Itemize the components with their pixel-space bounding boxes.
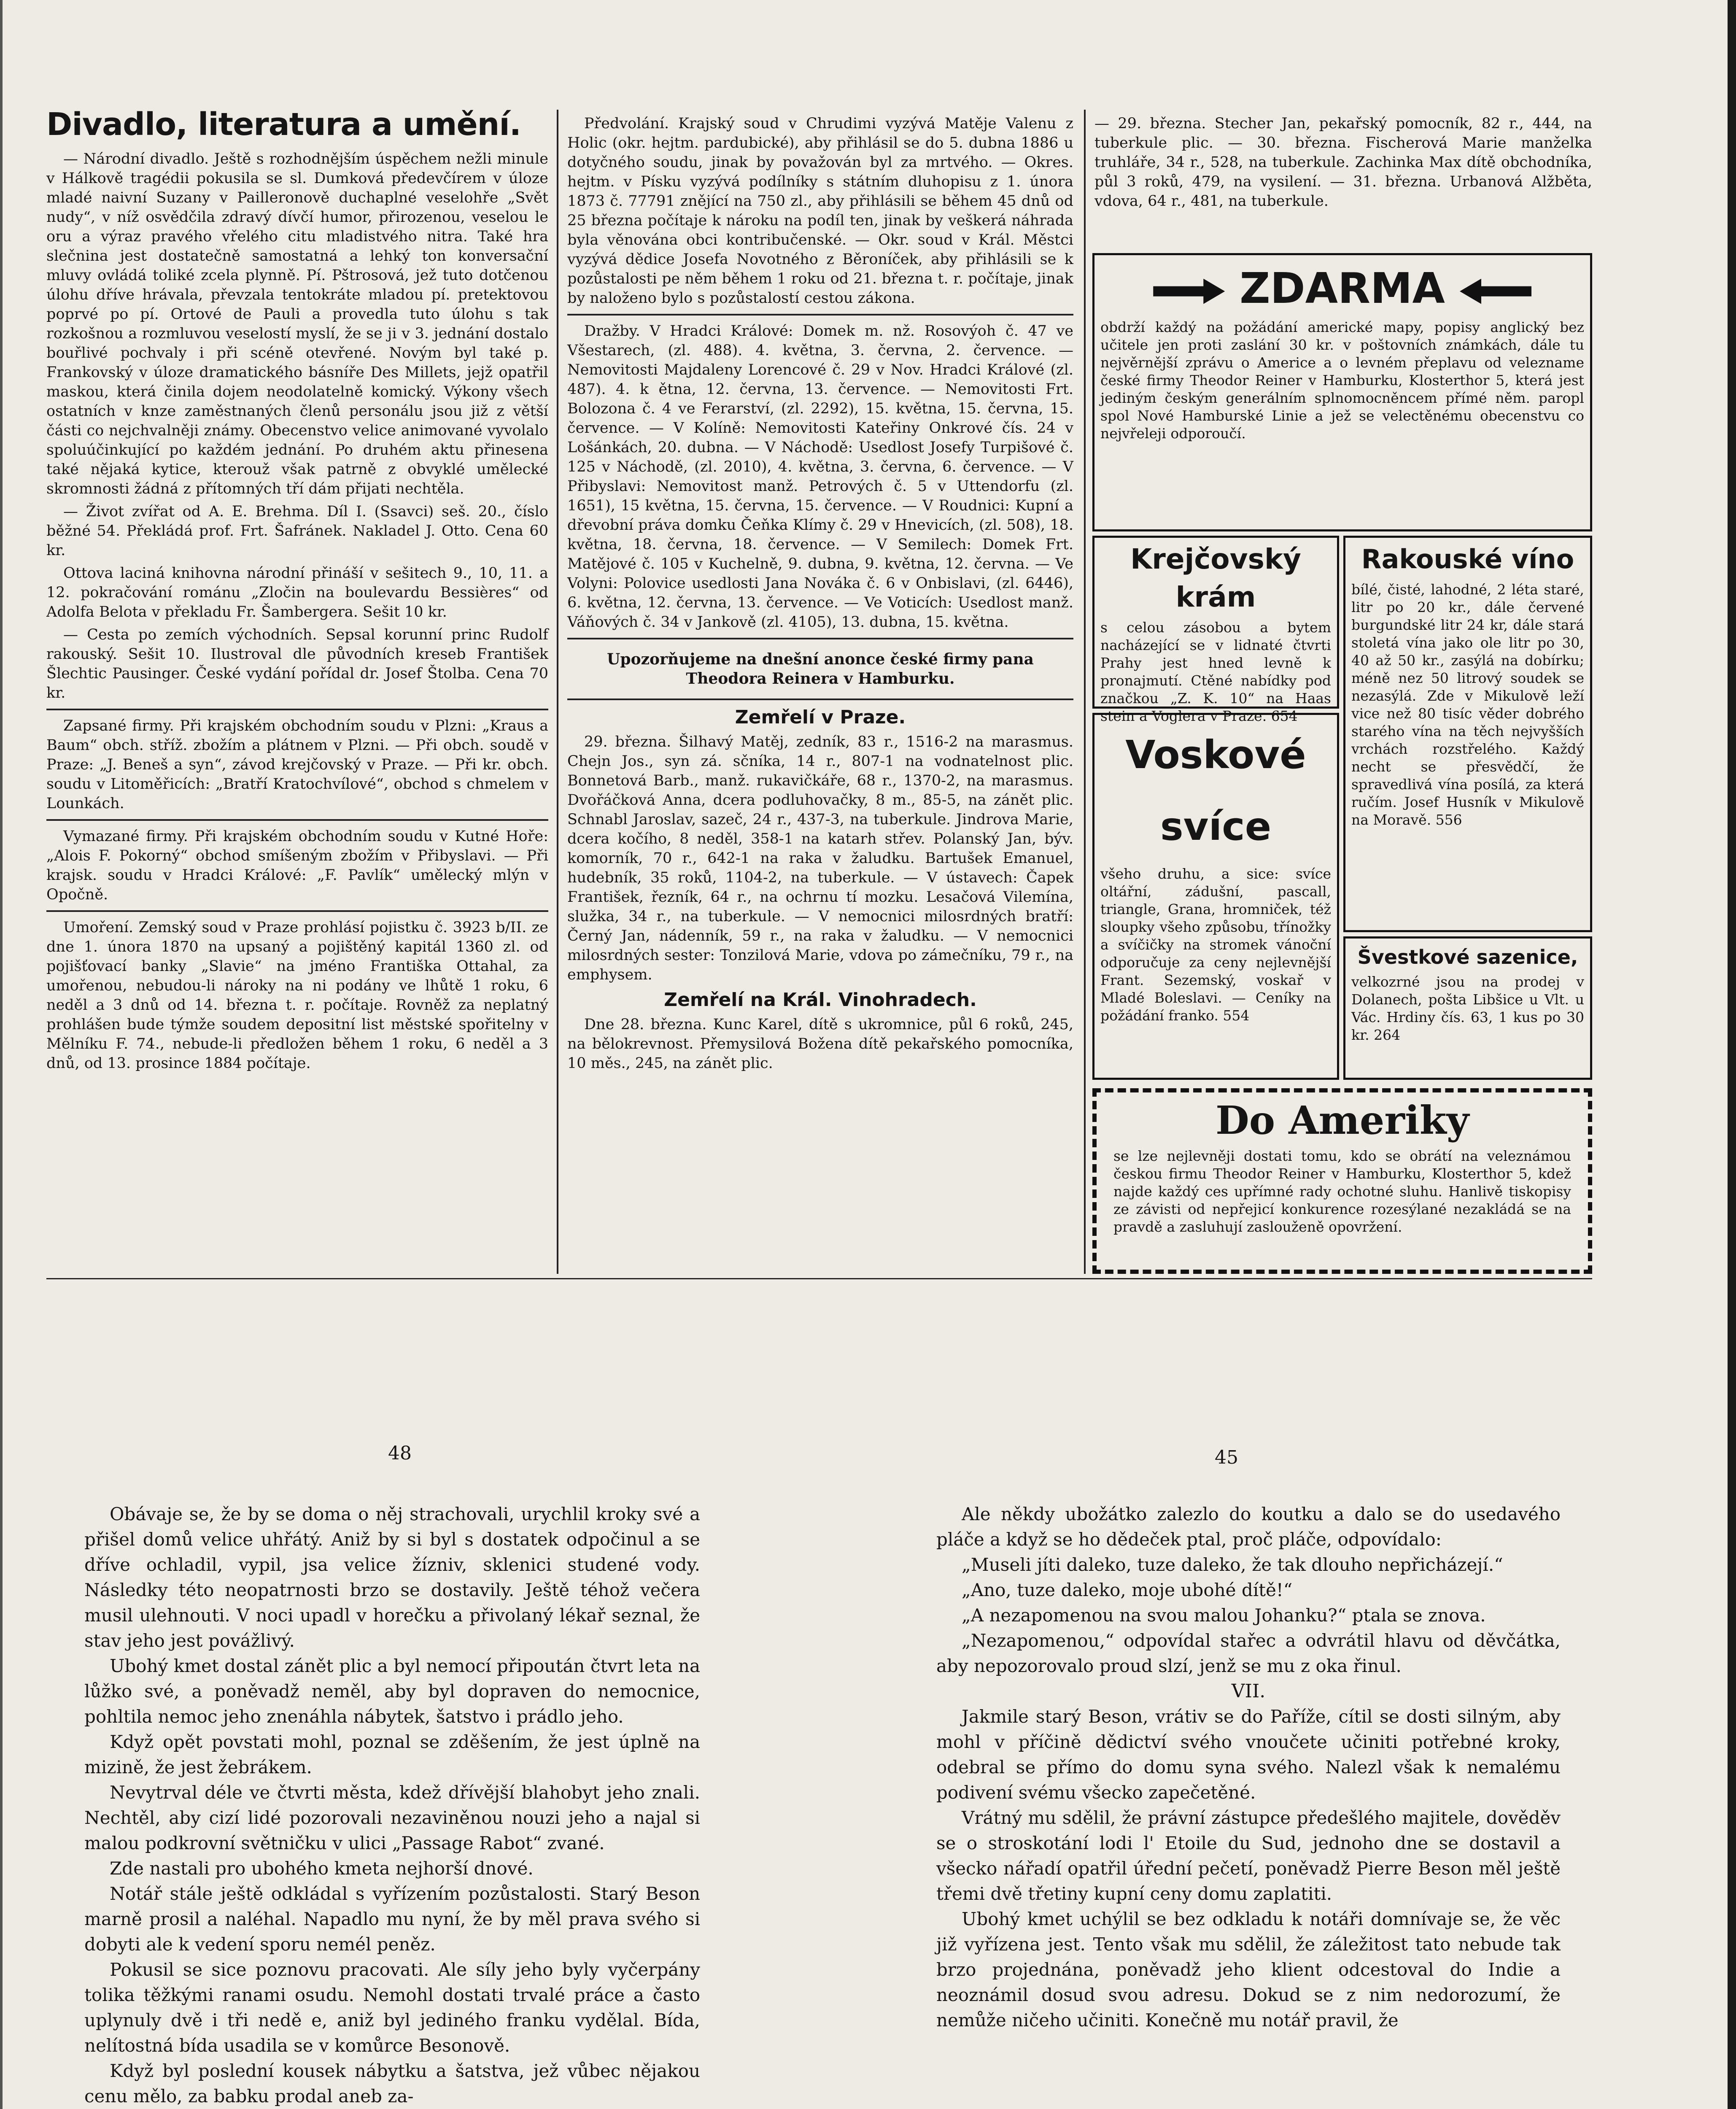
story-paragraph: „Museli jíti daleko, tuze daleko, že tak dlouho nepřicházejí.“	[962, 1554, 1503, 1575]
ad-america-title: Do Ameriky	[1215, 1098, 1469, 1143]
story-paragraph: Když opět povstati mohl, poznal se zděšením, že jest úplně na mizině, že jest žebrákem.	[84, 1731, 700, 1777]
story-paragraph: „Ano, tuze daleko, moje ubohé dítě!“	[962, 1580, 1293, 1600]
article-deleted-firms: Vymazané firmy. Při krajském obchodním soudu v Kutné Hoře: „Alois F. Pokorný“ obchod smíšeným zbožím v Přibyslavi. — Při krajsk. soudu v Hradci Králové: „F. Pavlík“ umělecký mlýn v Opočně.	[46, 828, 548, 903]
article-national-theatre: — Národní divadlo. Ještě s rozhodnějším úspěchem nežli minule v Hálkově tragédii pokusila se sl. Dumková předevčírem v úloze mladé naivní Suzany v Pailleronově duchaplné veselohře „Svět nudy“, v níž osvědčila zdravý dívčí humor, přirozenou, veselou le oru a výraz pravého vřelého citu mladistvého nitra. Také hra slečnina jest dostatečně samostatná a lehký ton konversační mluvy ovládá toliké zcela plynně. Pí. Pštrosová, jež tuto dotčenou úlohu dříve hrávala, převzala tentokráte mladou pí. pretektovou poprvé po pí. Ortové de Pauli a provedla tuto úlohu s tak rozkošnou a rozmluvou veselostí myslí, že se ji v 3. jednání dostalo bouřlivé pochvaly i při scéně otevřené. Novým byl také p. Frankovský v úloze dramatického básníře Des Millets, jejž opatřil maskou, která činila dojem neodolatelně komický. Výkony všech ostatních v knze zaměstnaných členů personálu jsou již z větší části co nejchvalněji známy. Obecenstvo velice animované vyvolalo spoluúčinkující po každém jednání. Po druhém aktu přinesena také nějaká kytice, kterouž však patrně z obvyklé umělecké skromnosti žádná z přítomných tří dám přijati nechtěla.	[46, 151, 548, 497]
story-paragraph: Obávaje se, že by se doma o něj strachovali, urychlil kroky své a přišel domů velice uhřátý. Aniž by si byl s dostatek odpočinul a se dříve ochladil, vypil, jsa velice žízniv, sklenici studené vody. Následky této neopatrnosti brzo se dostavily. Ještě téhož večera musil ulehnouti. V noci upadl v horečku a přivolaný lékař seznal, že stav jeho jest povážlivý.	[84, 1504, 700, 1651]
page-number-left: 48	[388, 1443, 412, 1464]
ad-candles-title: Voskové svíce	[1125, 732, 1306, 849]
pointing-hand-icon	[1460, 279, 1531, 304]
ad-tailor-shop	[1092, 536, 1339, 724]
ad-plum-saplings	[1343, 936, 1592, 1080]
story-paragraph: „Nezapomenou,“ odpovídal stařec a odvrátil hlavu od děvčátka, aby nepozorovalo proud slzí, jenž se mu z oka řinul.	[936, 1630, 1561, 1676]
article-amortization: Umoření. Zemský soud v Praze prohlásí pojistku č. 3923 b/II. ze dne 1. února 1870 na upsaný a pojištěný kapitál 1360 zl. od pojišťovací banky „Slavie“ na jméno Františka Ottahal, za umořenou, nebudou-li nároky na ni podány ve lhůtě 1 roku, 6 neděl a 3 dnů od 14. března t. r. počítaje. Rovněž za neplatný prohlášen bude týmže soudem depositní list městské spořitelny v Mělníku F. 74., nebude-li předložen během 1 roku, 6 neděl a 3 dnů, od 13. prosince 1884 počítaje.	[46, 919, 548, 1072]
pointing-hand-icon	[1153, 279, 1225, 304]
article-registered-firms: Zapsané firmy. Při krajském obchodním soudu v Plzni: „Kraus a Baum“ obch. stříž. zbožím a plátnem v Plzni. — Při obch. soudě v Praze: „J. Beneš a syn“, závod krejčovský v Praze. — Při kr. obch. soudu v Litoměřicích: „Bratří Kratochvílové“, obchod s chmelem v Lounkách.	[46, 717, 548, 812]
newspaper-bottom-rule	[46, 1278, 1592, 1279]
article-deaths-vinohrady: Dne 28. března. Kunc Karel, dítě s ukromnice, půl 6 roků, 245, na bělokrevnost. Přemysilová Božena dítě pekařského pomocníka, 10 měs., 245, na zánět plic.	[567, 1016, 1073, 1072]
story-left-column	[84, 1502, 700, 2109]
ad-zdarma-text: obdrží každý na požádání americké mapy, popisy anglický bez učitele jen proti zaslání 30 kr. v poštovních známkách, dále tu nejvěrnější zprávu o Americe a o levném přeplavu od velezname české firmy Theodor Reiner v Hamburku, Klosterthor 5, která jest jediným českým generálním splnomocněncem přímé něm. paropl spol Nové Hamburské Linie a jež se velectěnému obecenstvu co nejvřeleji odporoučí.	[1100, 319, 1584, 442]
ad-wine-title: Rakouské víno	[1361, 544, 1574, 574]
story-paragraph: Nevytrval déle ve čtvrti města, kdež dřívější blahobyt jeho znali. Nechtěl, aby cizí lidé pozorovali nezaviněnou nouzi jeho a najal si malou podkrovní světničku v ulici „Passage Rabot“ zvané.	[84, 1782, 700, 1853]
story-paragraph: Když byl poslední kousek nábytku a šatstva, jež vůbec nějakou cenu mělo, za babku prodal aneb za-	[84, 2060, 700, 2106]
column-ads	[1094, 114, 1592, 245]
heading-deaths-vinohrady: Zemřelí na Král. Vinohradech.	[664, 989, 977, 1011]
divider	[46, 910, 548, 912]
article-brehm: — Život zvířat od A. E. Brehma. Díl I. (Ssavci) seš. 20., číslo běžné 54. Překládá prof. Frt. Šafránek. Nakladel J. Otto. Cena 60 kr.	[46, 503, 548, 559]
article-otto-library: Ottova laciná knihovna národní přináší v sešitech 9., 10, 11. a 12. pokračování románu „Zločin na boulevardu Bessières“ od Adolfa Belota v překladu Fr. Šambergera. Sešit 10 kr.	[46, 565, 548, 620]
story-paragraph: Ubohý kmet uchýlil se bez odkladu k notáři domnívaje se, že věc již vyřízena jest. Tento však mu sdělil, že záležitost tato nebude tak brzo projednána, poněvadž jeho klient odcestoval do Indie a neoznámil dosud svou adresu. Dokud se z nim nedorozumí, že nemůže ničeho učiniti. Konečně mu notář pravil, že	[936, 1909, 1561, 2031]
column-rule	[557, 110, 558, 1274]
story-paragraph: Pokusil se sice poznovu pracovati. Ale síly jeho byly vyčerpány tolika těžkými ranami osudu. Nemohl dostati trvalé práce a často uplynuly dvě i tři nedě e, aniž byl jediného franku vydělal. Bída, nelítostná bída usadila se v komůrce Besonově.	[84, 1959, 700, 2056]
article-deaths-prague: 29. března. Šilhavý Matěj, zedník, 83 r., 1516-2 na marasmus. Chejn Jos., syn zá. sčníka, 14 r., 807-1 na vodnatelnost plic. Bonnetová Barb., manž. rukavičkáře, 68 r., 1370-2, na marasmus. Dvořáčková Anna, dcera podluhovačky, 8 m., 85-5, na zánět plic. Schnabl Jaroslav, sazeč, 24 r., 437-3, na tuberkule. Jindrova Marie, dcera kočího, 8 neděl, 358-1 na katarh střev. Polanský Jan, býv. komorník, 70 r., 642-1 na raka v žaludku. Bartušek Emanuel, hudebník, 35 roků, 1104-2, na tuberkule. — V ústavech: Čapek František, řezník, 64 r., na ochrnu tí mozku. Lesačová Vilemína, služka, 34 r., na tuberkule. — V nemocnici milosrdných bratří: Černý Jan, nádenník, 59 r., na raka v žaludku. — V nemocnici milosrdných sester: Tonzilová Marie, vdova po zámečníku, 79 r., na emphysem.	[567, 734, 1073, 983]
ad-austrian-wine	[1343, 536, 1592, 932]
story-right-column	[936, 1502, 1561, 2109]
ad-america	[1092, 1088, 1592, 1274]
article-summons: Předvolání. Krajský soud v Chrudimi vyzývá Matěje Valenu z Holic (okr. hejtm. pardubické), aby přihlásil se do 5. dubna 1886 u dotyčného soudu, jinak by považován byl za mrtvého. — Okres. hejtm. v Písku vyzývá podílníky s státním dluhopisu z 1. února 1873 č. 77791 znějící na 750 zl., aby přihlásili se během 45 dnů od 25 března počítaje k nároku na podíl ten, jinak by veškerá náhrada byla věnována obci kontribučenské. — Okr. soud v Král. Městci vyzývá dědice Josefa Novotného z Běroníček, aby přihlásili se k pozůstalosti pe něm během 1 roku od 21. března t. r. počítaje, jinak by naloženo bylo s pozůstalostí cestou zákona.	[567, 115, 1073, 307]
ad-zdarma	[1092, 253, 1592, 531]
ad-tailor-text: s celou zásobou a bytem nacházející se v lidnaté čtvrti Prahy jest hned levně k pronajmutí. Ctěné nabídky pod značkou „Z. K. 10“ na Haas stein a Voglera v Praze. 654	[1100, 619, 1331, 724]
column-court-notices	[567, 114, 1073, 1274]
story-paragraph: Zde nastali pro ubohého kmeta nejhorší dnové.	[110, 1858, 534, 1879]
heading-deaths-prague: Zemřelí v Praze.	[735, 707, 906, 728]
ad-wine-text: bílé, čisté, lahodné, 2 léta staré, litr po 20 kr., dále červené burgundské litr 24 kr, dále stará stoletá vína jako ole litr po 30, 40 až 50 kr., zasýlá na dobírku; méně nez 50 litrový soudek se nezasýlá. Zde v Mikulově leží vice než 80 tisíc věder dobrého starého vína na těch nejvyšších vrchách rozstřelého. Každý necht se přesvědčí, že spravedlivá vína posílá, za která ručím. Josef Husník v Mikulově na Moravě. 556	[1351, 581, 1584, 828]
story-paragraph: Notář stále ještě odkládal s vyřízením pozůstalosti. Starý Beson marně prosil a naléhal. Napadlo mu nyní, že by měl prava svého si dobyti ale k vedení sporu nemél peněz.	[84, 1883, 700, 1955]
ad-saplings-text: velkozrné jsou na prodej v Dolanech, pošta Libšice u Vlt. u Vác. Hrdiny čís. 63, 1 kus po 30 kr. 264	[1351, 974, 1584, 1043]
divider	[567, 699, 1073, 700]
ad-tailor-title: Krejčovský krám	[1130, 543, 1301, 613]
column-rule	[1084, 110, 1086, 1274]
column-culture	[46, 105, 548, 1274]
ad-candles-text: všeho druhu, a sice: svíce oltářní, zádušní, pascall, triangle, Grana, hromniček, též sloupky všeho způsobu, třínožky a svíčičky na stromek vánoční odporučuje za ceny nejlevnější Frant. Sezemský, voskař v Mladé Boleslavi. — Ceníky na požádání franko. 554	[1100, 866, 1331, 1024]
divider	[46, 709, 548, 710]
page-number-right: 45	[1215, 1447, 1238, 1468]
divider	[567, 314, 1073, 316]
ad-zdarma-title: ZDARMA	[1240, 264, 1445, 313]
ad-saplings-title: Švestkové sazenice,	[1357, 946, 1578, 968]
divider	[46, 819, 548, 821]
chapter-heading: VII.	[1231, 1680, 1266, 1702]
story-paragraph: Jakmile starý Beson, vrátiv se do Paříže, cítil se dosti silným, aby mohl v příčině dědictví svého vnoučete učiniti potřebné kroky, odebral se přímo do domu syna svého. Nalezl však k nemalému podivení svému všecko zapečetěné.	[936, 1706, 1561, 1803]
story-paragraph: Ubohý kmet dostal zánět plic a byl nemocí připoután čtvrt leta na lůžko své, a poněvadž neměl, aby byl dopraven do nemocnice, pohltila nemoc jeho znenáhla nábytek, šatstvo i prádlo jeho.	[84, 1656, 700, 1727]
ad-wax-candles	[1092, 713, 1339, 1080]
page-edge-right	[1728, 0, 1736, 2109]
notice-reiner: Upozorňujeme na dnešní anonce české firmy pana Theodora Reinera v Hamburku.	[607, 650, 1034, 688]
section-title-culture: Divadlo, literatura a umění.	[46, 106, 521, 143]
story-paragraph: Ale někdy ubožátko zalezlo do koutku a dalo se do usedavého pláče a když se ho dědeček ptal, proč pláče, odpovídalo:	[936, 1504, 1561, 1550]
article-travel: — Cesta po zemích východních. Sepsal korunní princ Rudolf rakouský. Sešit 10. Ilustroval dle původních kreseb František Šlechtic Pausinger. České vydání pořídal dr. Josef Štolba. Cena 70 kr.	[46, 626, 548, 701]
story-paragraph: „A nezapomenou na svou malou Johanku?“ ptala se znova.	[962, 1605, 1486, 1626]
story-paragraph: Vrátný mu sdělil, že právní zástupce předešlého majitele, dověděv se o stroskotání lodi l' Etoile du Sud, jednoho dne se dostavil a všecko nářadí opatřil úřední pečetí, poněvadž Pierre Beson měl ještě třemi dvě třetiny kupní ceny domu zaplatiti.	[936, 1807, 1561, 1904]
page-edge-left	[0, 0, 3, 2109]
divider	[567, 638, 1073, 639]
article-deaths-continued: — 29. března. Stecher Jan, pekařský pomocník, 82 r., 444, na tuberkule plic. — 30. března. Fischerová Marie manželka truhláře, 34 r., 528, na tuberkule. Zachinka Max dítě obchodníka, půl 3 roků, 479, na vysilení. — 31. března. Urbanová Alžběta, vdova, 64 r., 481, na tuberkule.	[1094, 115, 1592, 210]
article-auctions: Dražby. V Hradci Králové: Domek m. nž. Rosovýoh č. 47 ve Všestarech, (zl. 488). 4. května, 3. června, 2. července. — Nemovitosti Majdaleny Lorencové č. 29 v Nov. Hradci Králové (zl. 487). 4. k ětna, 12. června, 13. července. — Nemovitosti Frt. Bolozona č. 4 ve Ferarství, (zl. 2292), 15. května, 15. června, 15. července. — V Kolíně: Nemovitosti Kateřiny Onkrové čís. 24 v Lošánkách, 20. dubna. — V Náchodě: Usedlost Josefy Turpišové č. 125 v Náchodě, (zl. 2010), 4. května, 3. června, 6. července. — V Přibyslavi: Nemovitost manž. Petrových č. 5 v Uttendorfu (zl. 1651), 15 května, 15. června, 15. července. — V Roudnici: Kupní a dřevobní práva domku Čeňka Klímy č. 29 v Hnevicích, (zl. 508), 18. května, 18. června, 18. července. — V Semilech: Domek Frt. Matějové č. 105 v Kuchelně, 9. dubna, 9. května, 12. června. — Ve Volyni: Polovice usedlosti Jana Nováka č. 6 v Onbislavi, (zl. 6446), 6. května, 12. června, 13. července. — Ve Voticích: Usedlost manž. Váňových č. 34 v Jankově (zl. 4105), 13. dubna, 15. května.	[567, 323, 1073, 631]
ad-america-text: se lze nejlevněji dostati tomu, kdo se obrátí na veleznámou českou firmu Theodor Reiner v Hamburku, Klosterthor 5, kdež najde každý ces upřímné rady ochotné sluhu. Hanlivě tiskopisy ze závisti od nepřejicí konkurence rozesýlané nezakládá se na pravdě a zasluhují zaslouženě opovržení.	[1113, 1148, 1571, 1235]
